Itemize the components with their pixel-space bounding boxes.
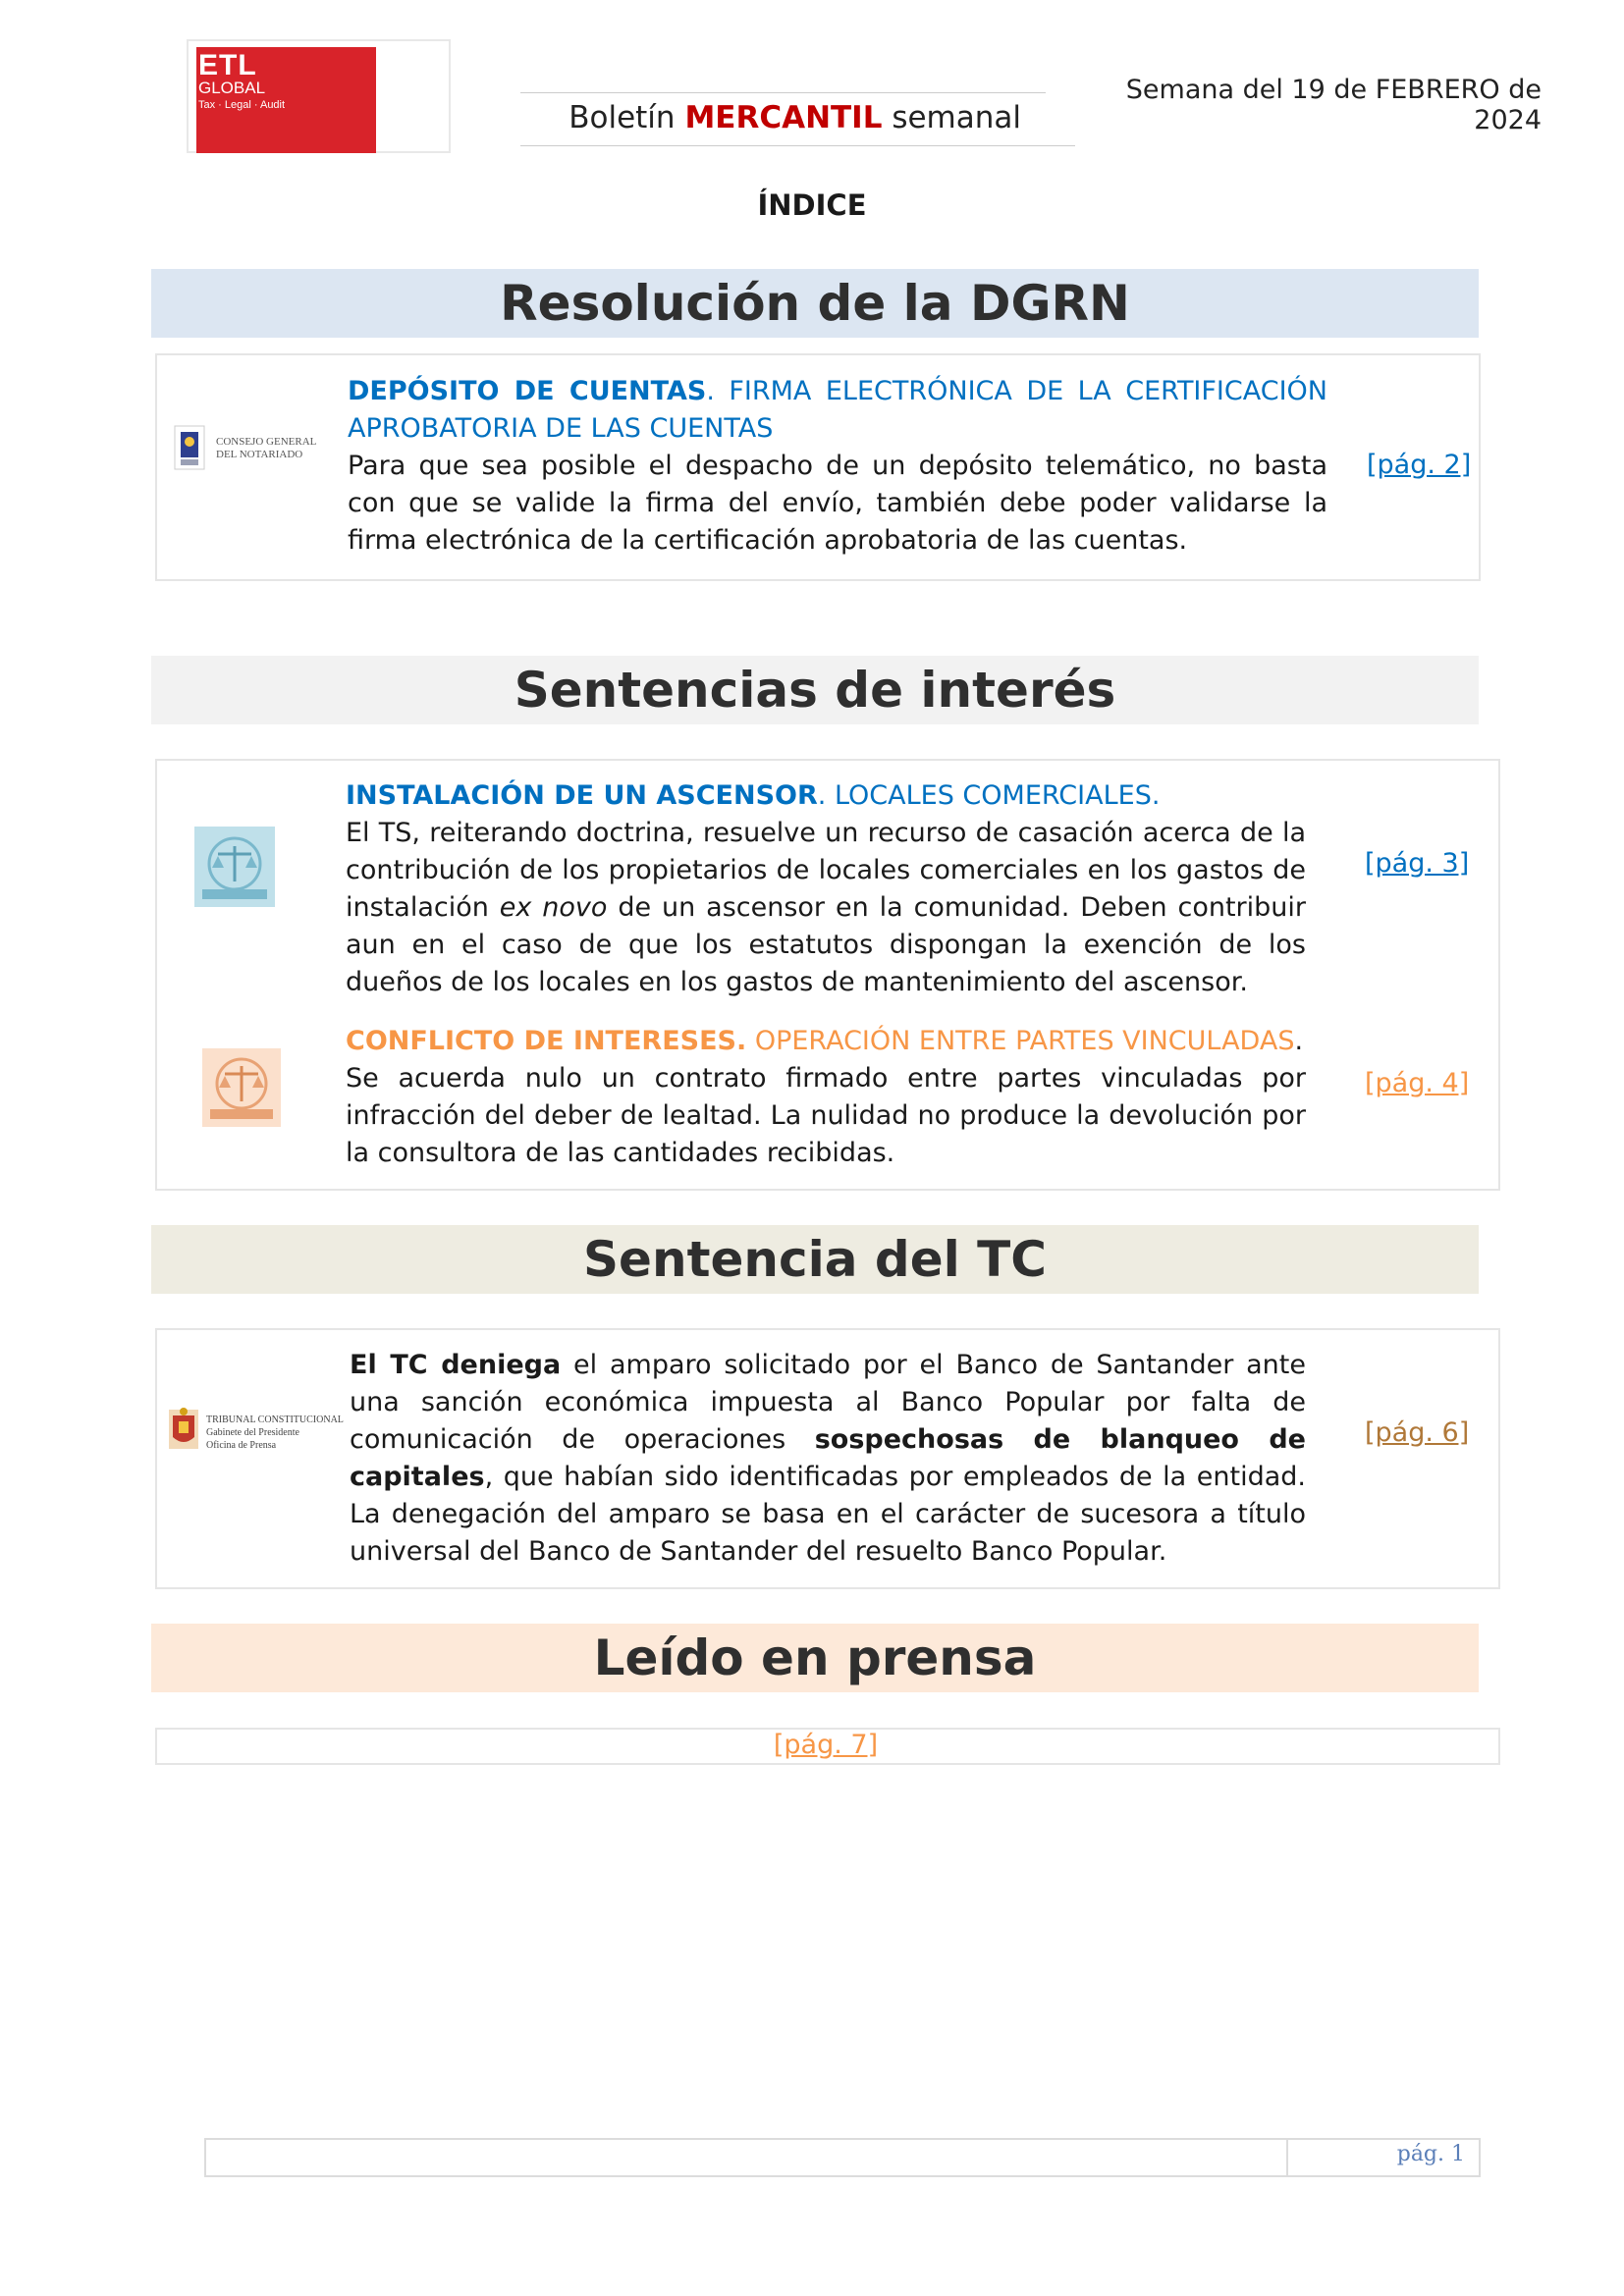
conflicto-entry-body: Se acuerda nulo un contrato firmado entre partes vinculadas por infracción del deber de lealtad. La nulidad no produce la devolución por la consultora de las cantidades recibidas. bbox=[346, 1063, 1306, 1168]
page-link-7[interactable]: [pág. 7] bbox=[773, 1730, 879, 1760]
tc-entry-text-a: el amparo solicitado por el Banco de Santander ante una sanción económica impuesta al Banco Popular por falta de comunicación de operaciones bbox=[350, 1350, 1306, 1455]
page-link-6[interactable]: [pág. 6] bbox=[1365, 1417, 1470, 1448]
logo-sub-text: GLOBAL bbox=[198, 79, 266, 97]
ascensor-entry-heading: INSTALACIÓN DE UN ASCENSOR bbox=[346, 780, 818, 811]
dgrn-entry bbox=[348, 373, 1327, 560]
ascensor-entry bbox=[346, 777, 1306, 1001]
ascensor-entry-body-b: de un ascensor en la comunidad. Deben contribuir aun en el caso de que los estatutos dispongan la exención de los dueños de los locales en los gastos de mantenimiento del ascensor. bbox=[346, 892, 1306, 997]
conflicto-entry-subheading: OPERACIÓN ENTRE PARTES VINCULADAS bbox=[746, 1026, 1295, 1056]
header-rule-top bbox=[520, 92, 1046, 93]
footer-box bbox=[204, 2138, 1481, 2177]
tc-logo-line-2: Gabinete del Presidente bbox=[206, 1427, 299, 1438]
tc-logo-line-3: Oficina de Prensa bbox=[206, 1440, 277, 1451]
bulletin-title bbox=[520, 100, 1021, 135]
dgrn-entry-subheading: FIRMA ELECTRÓNICA DE LA CERTIFICACIÓN APROBATORIA DE LAS CUENTAS bbox=[348, 376, 1328, 444]
ascensor-entry-body-a: El TS, reiterando doctrina, resuelve un recurso de casación acerca de la contribución de los propietarios de locales comerciales en los gastos de instalación bbox=[346, 818, 1306, 923]
bulletin-highlight: MERCANTIL bbox=[684, 100, 883, 135]
section-header-dgrn: Resolución de la DGRN bbox=[151, 269, 1479, 338]
footer-page-number: pág. 1 bbox=[1396, 2142, 1465, 2166]
bulletin-prefix: Boletín bbox=[568, 100, 676, 135]
page-link-3[interactable]: [pág. 3] bbox=[1365, 848, 1470, 879]
tc-entry bbox=[350, 1347, 1306, 1571]
scales-of-justice-orange-icon bbox=[202, 1048, 281, 1127]
footer-divider bbox=[1286, 2138, 1288, 2177]
conflicto-entry-heading: CONFLICTO DE INTERESES. bbox=[346, 1026, 747, 1056]
notariado-line-1: CONSEJO GENERAL bbox=[216, 436, 317, 448]
page-link-4[interactable]: [pág. 4] bbox=[1365, 1068, 1470, 1098]
index-title: ÍNDICE bbox=[757, 188, 867, 222]
ascensor-entry-heading-sep: . bbox=[817, 780, 827, 811]
conflicto-entry-heading-sep: . bbox=[1294, 1026, 1304, 1056]
logo-tagline: Tax · Legal · Audit bbox=[198, 99, 286, 111]
dgrn-entry-body: Para que sea posible el despacho de un depósito telemático, no basta con que se valide la firma del envío, también debe poder validarse la firma electrónica de la certificación aprobatoria de las cuentas. bbox=[348, 451, 1327, 556]
tc-entry-text-b: , que habían sido identificadas por empleados de la entidad. La denegación del amparo se basa en el carácter de sucesora a título universal del Banco de Santander del resuelto Banco Popular. bbox=[350, 1462, 1306, 1567]
tc-logo-text bbox=[206, 1414, 344, 1452]
ascensor-entry-subheading: LOCALES COMERCIALES. bbox=[826, 780, 1161, 811]
tc-entry-bold-b: sospechosas de blanqueo de capitales bbox=[350, 1424, 1306, 1492]
header-rule-bottom bbox=[520, 145, 1075, 146]
section-header-sentencias: Sentencias de interés bbox=[151, 656, 1479, 724]
week-date: Semana del 19 de FEBRERO de 2024 bbox=[1125, 75, 1542, 135]
notariado-line-2: DEL NOTARIADO bbox=[216, 449, 303, 460]
page-link-2[interactable]: [pág. 2] bbox=[1367, 450, 1472, 480]
logo-main-text: ETL bbox=[198, 49, 257, 81]
scales-of-justice-icon bbox=[194, 827, 275, 907]
notariado-logo-text bbox=[216, 436, 316, 461]
tc-logo-line-1: TRIBUNAL CONSTITUCIONAL bbox=[206, 1415, 344, 1425]
bulletin-suffix: semanal bbox=[892, 100, 1021, 135]
dgrn-entry-heading: DEPÓSITO DE CUENTAS bbox=[348, 376, 707, 406]
tc-entry-bold-a: El TC deniega bbox=[350, 1350, 562, 1380]
conflicto-entry bbox=[346, 1023, 1306, 1172]
ascensor-entry-body-italic: ex novo bbox=[499, 892, 608, 923]
section-header-prensa: Leído en prensa bbox=[151, 1624, 1479, 1692]
section-header-tc: Sentencia del TC bbox=[151, 1225, 1479, 1294]
dgrn-entry-heading-sep: . bbox=[706, 376, 715, 406]
